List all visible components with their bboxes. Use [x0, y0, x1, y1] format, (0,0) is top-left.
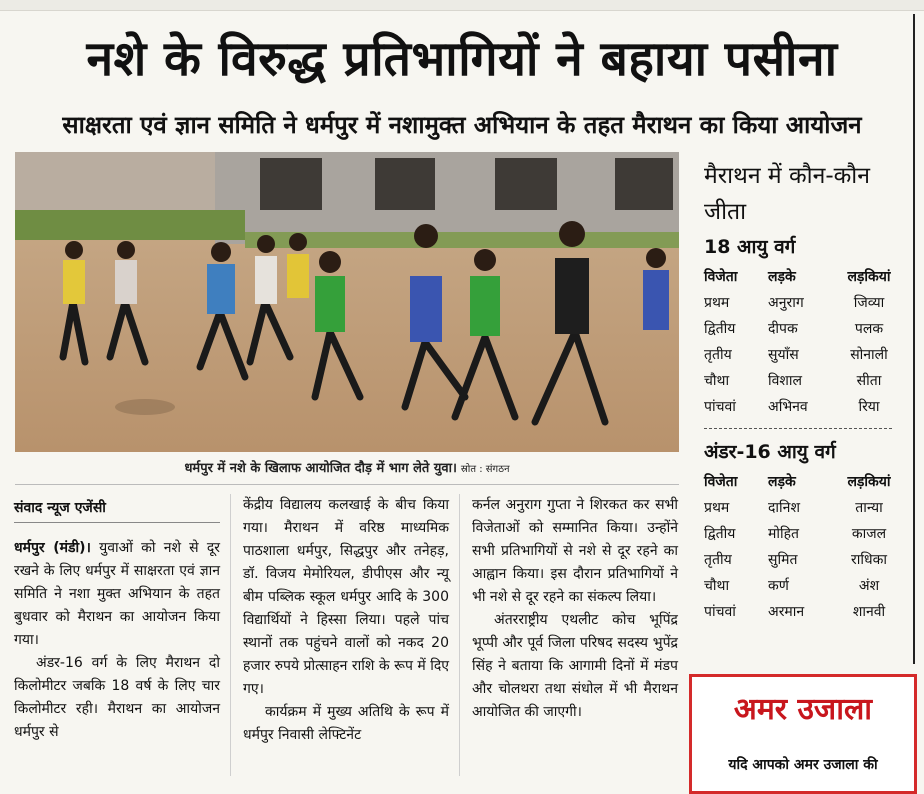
boys-cell: मोहित	[768, 526, 800, 542]
headline: नशे के विरुद्ध प्रतिभागियों ने बहाया पसीना	[86, 31, 838, 87]
article-column-1	[14, 494, 220, 744]
position-cell: चौथा	[704, 578, 730, 594]
table-row	[704, 521, 904, 547]
paragraph	[14, 537, 220, 652]
winners-title: मैराथन में कौन-कौन जीता	[704, 163, 871, 225]
table-row	[704, 495, 904, 521]
table-row	[704, 316, 904, 342]
paragraph: कार्यक्रम में मुख्य अतिथि के रूप में धर्मपुर निवासी लेफ्टिनेंट	[243, 704, 449, 743]
paragraph: अंडर-16 वर्ग के लिए मैराथन दो किलोमीटर जबकि 18 वर्ष के लिए चार किलोमीटर रही। मैराथन का आयोजन धर्मपुर से	[14, 655, 220, 740]
boys-cell: अरमान	[768, 604, 805, 620]
girls-cell: पलक	[854, 321, 884, 337]
col-header: लड़के	[768, 474, 796, 490]
photo-caption	[15, 458, 679, 481]
boys-cell: कर्ण	[768, 578, 789, 594]
table-header	[704, 469, 904, 495]
girls-cell: राधिका	[851, 552, 887, 568]
girls-cell: अंश	[858, 578, 880, 594]
column-divider	[459, 494, 460, 776]
girls-cell: काजल	[851, 526, 887, 542]
position-cell: प्रथम	[704, 500, 730, 516]
boys-cell: विशाल	[768, 373, 803, 389]
table-row	[704, 368, 904, 394]
col-header: विजेता	[704, 269, 738, 285]
dateline: धर्मपुर (मंडी)।	[14, 540, 91, 556]
position-cell: द्वितीय	[704, 526, 736, 542]
girls-cell: रिया	[858, 399, 880, 415]
boys-cell: अनुराग	[768, 295, 804, 311]
table-row	[704, 599, 904, 625]
previous-page-strip	[0, 0, 924, 11]
position-cell: द्वितीय	[704, 321, 736, 337]
paragraph-text: युवाओं को नशे से दूर रखने के लिए धर्मपुर में साक्षरता एवं ज्ञान समिति ने नशा मुक्त अभियान के तहत बुधवार को मैराथन का आयोजन किया गया।	[14, 540, 220, 648]
subheadline: साक्षरता एवं ज्ञान समिति ने धर्मपुर में नशामुक्त अभियान के तहत मैराथन का किया आयोजन	[62, 111, 862, 139]
amar-ujala-logo: अमर उजाला	[733, 692, 873, 727]
position-cell: तृतीय	[704, 347, 732, 363]
boys-cell: सुमित	[768, 552, 798, 568]
col-header: लड़कियां	[847, 474, 891, 490]
table-header	[704, 264, 904, 290]
boys-cell: दीपक	[768, 321, 798, 337]
agency-byline: संवाद न्यूज एजेंसी	[14, 494, 220, 523]
photo-credit: स्रोत : संगठन	[460, 464, 510, 475]
marathon-photo	[15, 152, 679, 452]
group-heading-u16: अंडर-16 आयु वर्ग	[704, 441, 836, 463]
dashed-divider	[704, 428, 892, 429]
winners-box	[704, 158, 904, 625]
boys-cell: दानिश	[768, 500, 800, 516]
position-cell: तृतीय	[704, 552, 732, 568]
girls-cell: सीता	[856, 373, 882, 389]
paragraph: अंतरराष्ट्रीय एथलीट कोच भूपिंद्र भूप्पी और पूर्व जिला परिषद सदस्य भुपेंद्र सिंह ने बताया कि आगामी दिनों में मंडप और चोलथरा तथा संधोल में भी मैराथन आयोजित की जाएगी।	[472, 612, 678, 720]
table-row	[704, 394, 904, 420]
girls-cell: तान्या	[855, 500, 883, 516]
position-cell: चौथा	[704, 373, 730, 389]
amar-ujala-ad[interactable]	[689, 674, 917, 794]
article-column-2	[243, 494, 449, 747]
position-cell: पांचवां	[704, 604, 736, 620]
girls-cell: जिव्या	[853, 295, 885, 311]
col-header: विजेता	[704, 474, 738, 490]
group-heading-18: 18 आयु वर्ग	[704, 236, 796, 258]
col-header: लड़कियां	[847, 269, 891, 285]
girls-cell: सोनाली	[850, 347, 888, 363]
boys-cell: अभिनव	[768, 399, 808, 415]
paragraph: केंद्रीय विद्यालय कलखाई के बीच किया गया। मैराथन में वरिष्ठ माध्यमिक पाठशाला धर्मपुर, सिद्धपुर और तनेहड़, डॉ. विजय मेमोरियल, डीपीएस और न्यू बीम पब्लिक स्कूल धर्मपुर आदि के 300 विद्यार्थियों ने हिस्सा लिया। पहले पांच स्थानों तक पहुंचने वालों को नकद 20 हजार रुपये प्रोत्साहन राशि के रूप में दिए गए।	[243, 497, 449, 697]
article-column-3	[472, 494, 678, 724]
results-table-18	[704, 264, 904, 420]
table-row	[704, 547, 904, 573]
caption-text: धर्मपुर में नशे के खिलाफ आयोजित दौड़ में भाग लेते युवा।	[184, 461, 457, 476]
boys-cell: सुयाँस	[768, 347, 799, 363]
table-row	[704, 573, 904, 599]
results-table-u16	[704, 469, 904, 625]
col-header: लड़के	[768, 269, 796, 285]
table-row	[704, 342, 904, 368]
ad-text: यदि आपको अमर उजाला की	[728, 757, 878, 773]
girls-cell: शानवी	[852, 604, 886, 620]
caption-divider	[15, 484, 679, 485]
column-divider	[230, 494, 231, 776]
position-cell: पांचवां	[704, 399, 736, 415]
position-cell: प्रथम	[704, 295, 730, 311]
paragraph: कर्नल अनुराग गुप्ता ने शिरकत कर सभी विजेताओं को सम्मानित किया। उन्होंने सभी प्रतिभागियों से नशे से दूर रहने का आह्वान किया। इस दौरान प्रतिभागियों ने भी नशे से दूर रहने का संकल्प लिया।	[472, 497, 678, 605]
table-row	[704, 290, 904, 316]
